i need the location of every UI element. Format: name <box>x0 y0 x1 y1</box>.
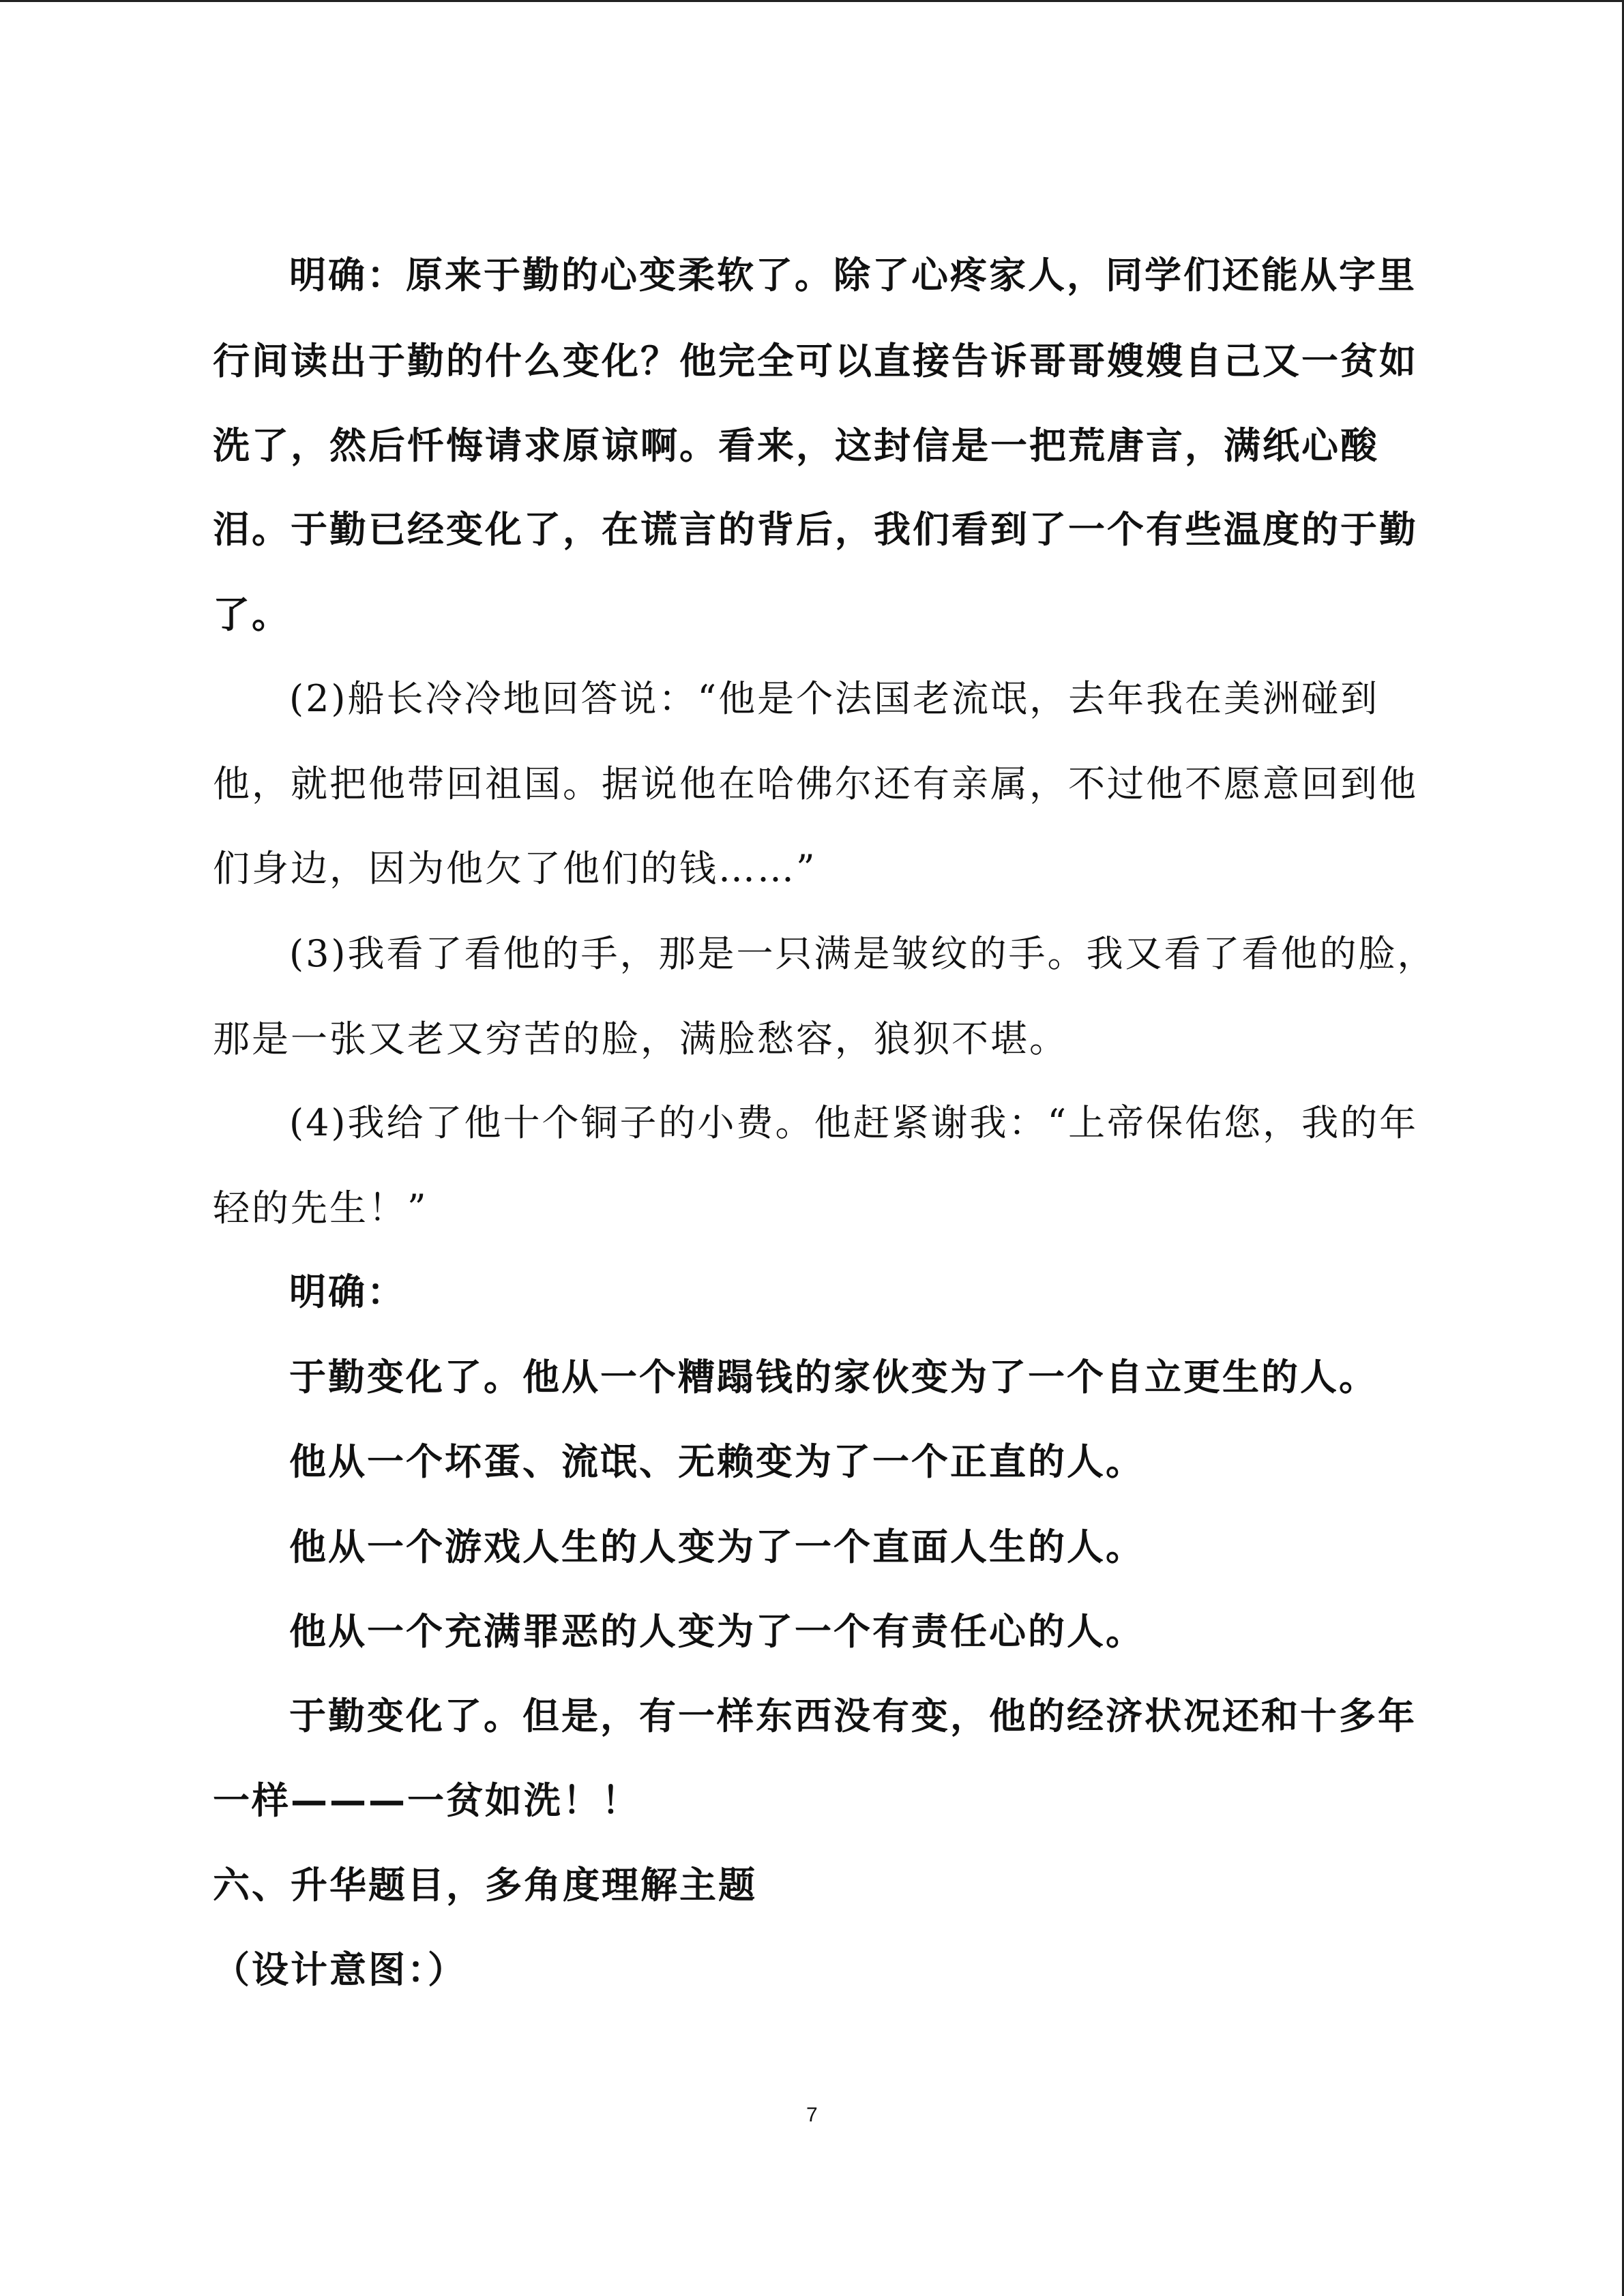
quote-2-line-3: 们身边，因为他欠了他们的钱……” <box>213 847 817 890</box>
conclusion-line-2: 他从一个坏蛋、流氓、无赖变为了一个正直的人。 <box>289 1440 1145 1483</box>
design-intent: （设计意图：） <box>213 1948 467 1991</box>
conclusion-line-1: 于勤变化了。他从一个糟蹋钱的家伙变为了一个自立更生的人。 <box>289 1356 1378 1399</box>
quote-4-line-1: (4)我给了他十个铜子的小费。他赶紧谢我：“上帝保佑您，我的年 <box>289 1101 1419 1144</box>
quote-2-line-2: 他，就把他带回祖国。据说他在哈佛尔还有亲属，不过他不愿意回到他 <box>213 762 1418 805</box>
conclusion-line-5: 于勤变化了。但是，有一样东西没有变，他的经济状况还和十多年 <box>289 1695 1417 1738</box>
conclusion-line-4: 他从一个充满罪恶的人变为了一个有责任心的人。 <box>289 1610 1145 1653</box>
text-line-3: 洗了，然后忏悔请求原谅啊。看来，这封信是一把荒唐言，满纸心酸 <box>213 424 1379 467</box>
text-line-1: 明确：原来于勤的心变柔软了。除了心疼家人，同学们还能从字里 <box>289 254 1417 297</box>
text-line-4: 泪。于勤已经变化了，在谎言的背后，我们看到了一个有些温度的于勤 <box>213 508 1418 551</box>
conclusion-label: 明确： <box>289 1270 406 1313</box>
quote-3-line-2: 那是一张又老又穷苦的脸，满脸愁容，狼狈不堪。 <box>213 1017 1068 1060</box>
page-number: 7 <box>806 2104 818 2126</box>
text-line-2: 行间读出于勤的什么变化？他完全可以直接告诉哥哥嫂嫂自己又一贫如 <box>213 340 1418 383</box>
conclusion-line-3: 他从一个游戏人生的人变为了一个直面人生的人。 <box>289 1525 1145 1568</box>
text-line-5: 了。 <box>213 593 291 636</box>
quote-3-line-1: (3)我看了看他的手，那是一只满是皱纹的手。我又看了看他的脸， <box>289 932 1436 975</box>
quote-2-line-1: (2)船长冷冷地回答说：“他是个法国老流氓，去年我在美洲碰到 <box>289 677 1380 720</box>
conclusion-line-6: 一样———一贫如洗！！ <box>213 1779 640 1822</box>
section-heading: 六、升华题目，多角度理解主题 <box>213 1864 757 1907</box>
quote-4-line-2: 轻的先生！” <box>213 1187 428 1229</box>
